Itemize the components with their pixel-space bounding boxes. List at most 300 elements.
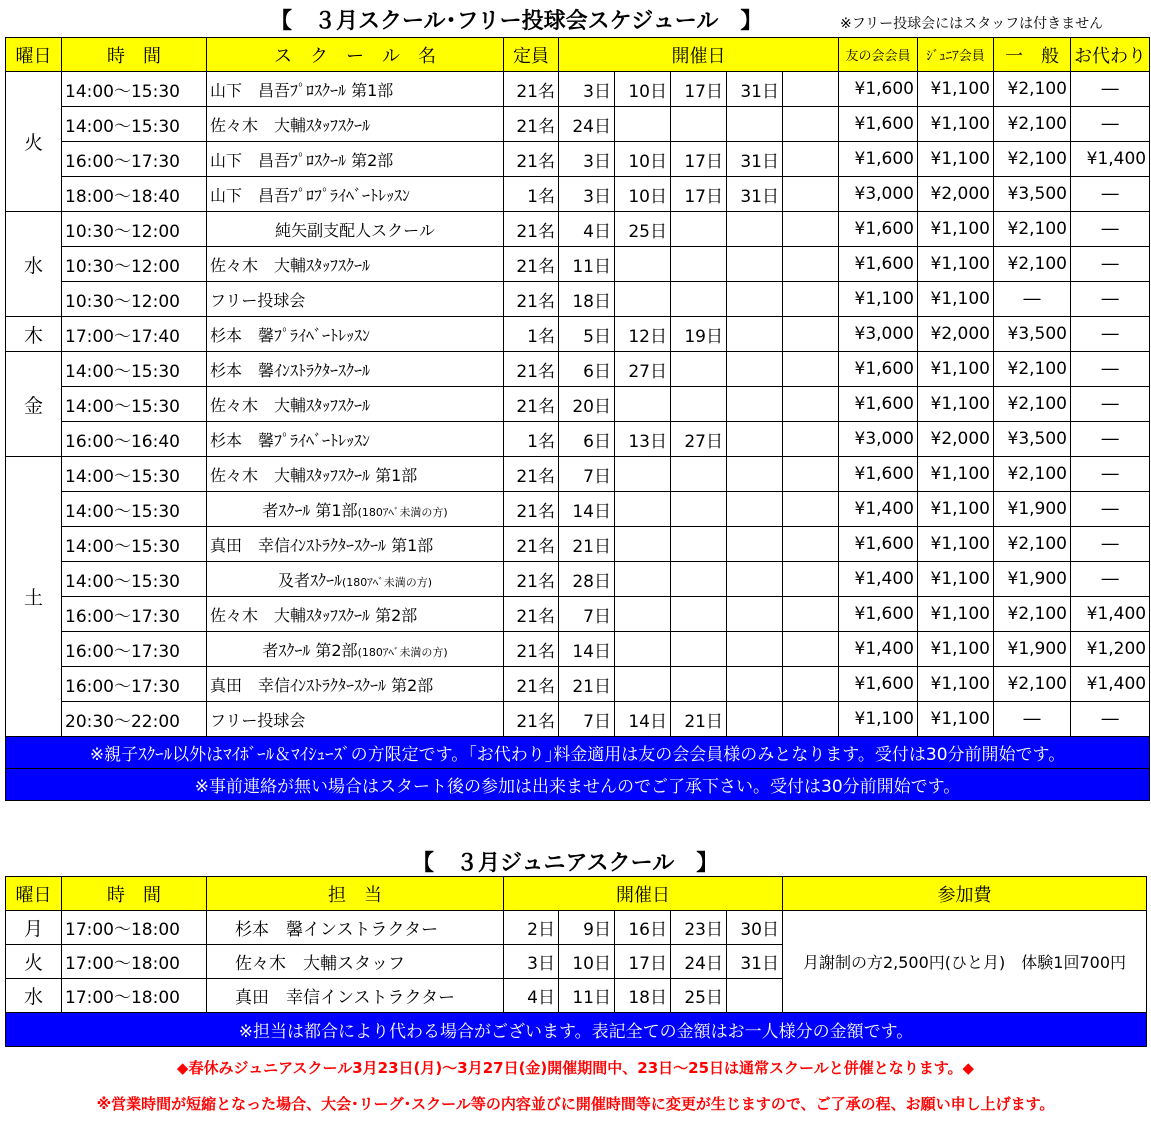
friend-price-cell: ¥1,400 — [839, 632, 918, 667]
time-cell: 16:00～17:30 — [62, 667, 207, 702]
header-junior-price: ｼﾞｭﾆｱ会員 — [918, 38, 994, 72]
schedule-row — [6, 177, 1150, 212]
date-cell — [783, 352, 839, 387]
junior-date-cell: 17日 — [615, 945, 671, 979]
general-price-cell: ¥2,100 — [994, 527, 1071, 562]
refill-price-cell: ¥1,200 — [1071, 632, 1150, 667]
date-cell — [783, 702, 839, 737]
junior-date-cell: 25日 — [671, 979, 727, 1013]
time-cell: 18:00～18:40 — [62, 177, 207, 212]
general-price-cell: ¥1,900 — [994, 562, 1071, 597]
date-cell: 3日 — [559, 177, 615, 212]
school-name: フリー投球会 — [210, 710, 306, 730]
date-cell — [671, 107, 727, 142]
junior-date-cell: 16日 — [615, 911, 671, 945]
schedule-row — [6, 247, 1150, 282]
school-name: 杉本 馨ｲﾝｽﾄﾗｸﾀｰｽｸｰﾙ — [210, 360, 371, 380]
general-price-cell: ¥2,100 — [994, 72, 1071, 107]
capacity-cell: 21名 — [504, 457, 559, 492]
junior-price-cell: ¥1,100 — [918, 562, 994, 597]
junior-notice-row — [6, 1013, 1147, 1047]
date-cell — [671, 282, 727, 317]
friend-price-cell: ¥1,600 — [839, 667, 918, 702]
time-cell: 14:00～15:30 — [62, 72, 207, 107]
friend-price-cell: ¥1,600 — [839, 597, 918, 632]
junior-price-cell: ¥1,100 — [918, 352, 994, 387]
refill-price-cell: ¥1,400 — [1071, 142, 1150, 177]
junior-fee-cell: 月謝制の方2,500円(ひと月) 体験1回700円 — [783, 911, 1147, 1013]
header-dates: 開催日 — [559, 38, 839, 72]
junior-price-cell: ¥1,100 — [918, 142, 994, 177]
date-cell — [671, 527, 727, 562]
date-cell — [615, 247, 671, 282]
junior-day-cell: 月 — [6, 911, 62, 945]
date-cell — [671, 492, 727, 527]
date-cell — [727, 527, 783, 562]
school-name: フリー投球会 — [210, 290, 306, 310]
date-cell — [671, 457, 727, 492]
junior-date-cell: 18日 — [615, 979, 671, 1013]
schedule-row — [6, 317, 1150, 352]
schedule-title-bar — [0, 4, 1151, 36]
friend-price-cell: ¥1,100 — [839, 282, 918, 317]
header-refill-price: お代わり — [1071, 38, 1150, 72]
date-cell — [783, 107, 839, 142]
day-cell: 水 — [6, 212, 62, 317]
schedule-row — [6, 527, 1150, 562]
junior-date-cell: 10日 — [559, 945, 615, 979]
school-name: 山下 昌吾ﾌﾟﾛﾌﾟﾗｲﾍﾞｰﾄﾚｯｽﾝ — [210, 185, 411, 205]
general-price-cell: ― — [994, 282, 1071, 317]
junior-title: 【 ３月ジュニアスクール 】 — [412, 851, 719, 876]
junior-price-cell: ¥1,100 — [918, 212, 994, 247]
time-cell: 14:00～15:30 — [62, 527, 207, 562]
date-cell: 5日 — [559, 317, 615, 352]
school-name: 杉本 馨ﾌﾟﾗｲﾍﾞｰﾄﾚｯｽﾝ — [210, 325, 371, 345]
date-cell — [615, 457, 671, 492]
date-cell — [671, 387, 727, 422]
school-name-cell — [207, 317, 504, 352]
date-cell — [783, 387, 839, 422]
refill-price-cell: ― — [1071, 562, 1150, 597]
time-cell: 14:00～15:30 — [62, 107, 207, 142]
capacity-cell: 21名 — [504, 632, 559, 667]
capacity-cell: 21名 — [504, 492, 559, 527]
school-name-note: (180ｱﾍﾞ未満の方) — [341, 575, 433, 589]
friend-price-cell: ¥1,400 — [839, 562, 918, 597]
school-name-cell — [207, 422, 504, 457]
date-cell: 31日 — [727, 177, 783, 212]
day-cell: 火 — [6, 72, 62, 212]
general-price-cell: ¥2,100 — [994, 247, 1071, 282]
junior-price-cell: ¥1,100 — [918, 492, 994, 527]
junior-header-dates: 開催日 — [504, 877, 783, 911]
general-price-cell: ¥1,900 — [994, 492, 1071, 527]
general-price-cell: ¥2,100 — [994, 597, 1071, 632]
capacity-cell: 21名 — [504, 527, 559, 562]
date-cell — [727, 247, 783, 282]
date-cell — [783, 247, 839, 282]
refill-price-cell: ― — [1071, 457, 1150, 492]
time-cell: 16:00～16:40 — [62, 422, 207, 457]
junior-notice-text: ※担当は都合により代わる場合がございます。表記全ての金額はお一人様分の金額です。 — [6, 1013, 1147, 1047]
junior-row — [6, 911, 1147, 945]
refill-price-cell: ― — [1071, 247, 1150, 282]
capacity-cell: 21名 — [504, 387, 559, 422]
junior-header-time: 時 間 — [62, 877, 207, 911]
junior-price-cell: ¥2,000 — [918, 177, 994, 212]
capacity-cell: 21名 — [504, 352, 559, 387]
capacity-cell: 1名 — [504, 177, 559, 212]
date-cell — [671, 247, 727, 282]
junior-price-cell: ¥1,100 — [918, 72, 994, 107]
refill-price-cell: ― — [1071, 492, 1150, 527]
time-cell: 16:00～17:30 — [62, 597, 207, 632]
schedule-row — [6, 457, 1150, 492]
general-price-cell: ¥2,100 — [994, 387, 1071, 422]
school-name-cell — [207, 562, 504, 597]
refill-price-cell: ¥1,400 — [1071, 667, 1150, 702]
refill-price-cell: ― — [1071, 352, 1150, 387]
school-name: 杉本 馨ﾌﾟﾗｲﾍﾞｰﾄﾚｯｽﾝ — [210, 430, 371, 450]
date-cell — [615, 282, 671, 317]
general-price-cell: ¥2,100 — [994, 457, 1071, 492]
school-name: 佐々木 大輔ｽﾀｯﾌｽｸｰﾙ — [210, 395, 371, 415]
schedule-row — [6, 702, 1150, 737]
friend-price-cell: ¥1,600 — [839, 247, 918, 282]
schedule-row — [6, 282, 1150, 317]
school-name: 及者ｽｸｰﾙ — [277, 570, 342, 590]
general-price-cell: ― — [994, 702, 1071, 737]
schedule-header-row — [6, 38, 1150, 72]
refill-price-cell: ― — [1071, 527, 1150, 562]
school-name-cell — [207, 457, 504, 492]
date-cell: 14日 — [559, 492, 615, 527]
friend-price-cell: ¥1,600 — [839, 457, 918, 492]
date-cell: 20日 — [559, 387, 615, 422]
junior-price-cell: ¥2,000 — [918, 317, 994, 352]
date-cell — [615, 527, 671, 562]
school-name: 真田 幸信ｲﾝｽﾄﾗｸﾀｰｽｸｰﾙ 第1部 — [210, 535, 434, 555]
date-cell — [615, 632, 671, 667]
date-cell — [783, 597, 839, 632]
junior-time-cell: 17:00～18:00 — [62, 945, 207, 979]
school-name: 山下 昌吾ﾌﾟﾛｽｸｰﾙ 第2部 — [210, 150, 394, 170]
time-cell: 16:00～17:30 — [62, 632, 207, 667]
junior-teacher-cell: 真田 幸信インストラクター — [207, 979, 504, 1013]
junior-date-cell: 2日 — [504, 911, 559, 945]
school-name-cell — [207, 492, 504, 527]
date-cell — [671, 667, 727, 702]
junior-date-cell: 30日 — [727, 911, 783, 945]
refill-price-cell: ― — [1071, 282, 1150, 317]
junior-price-cell: ¥1,100 — [918, 247, 994, 282]
junior-teacher-cell: 杉本 馨インストラクター — [207, 911, 504, 945]
school-name: 佐々木 大輔ｽﾀｯﾌｽｸｰﾙ — [210, 115, 371, 135]
school-name-cell — [207, 702, 504, 737]
friend-price-cell: ¥1,400 — [839, 492, 918, 527]
school-name-note: (180ｱﾍﾞ未満の方) — [357, 645, 448, 659]
schedule-row — [6, 212, 1150, 247]
refill-price-cell: ― — [1071, 317, 1150, 352]
day-cell: 木 — [6, 317, 62, 352]
refill-price-cell: ― — [1071, 72, 1150, 107]
date-cell: 31日 — [727, 142, 783, 177]
date-cell: 17日 — [671, 177, 727, 212]
capacity-cell: 1名 — [504, 317, 559, 352]
friend-price-cell: ¥1,600 — [839, 527, 918, 562]
date-cell: 17日 — [671, 72, 727, 107]
schedule-title-note: ※フリー投球会にはスタッフは付きません — [840, 16, 1104, 32]
date-cell: 31日 — [727, 72, 783, 107]
school-name-cell — [207, 352, 504, 387]
date-cell — [727, 667, 783, 702]
date-cell — [727, 702, 783, 737]
capacity-cell: 21名 — [504, 562, 559, 597]
school-name-note: (180ｱﾍﾞ未満の方) — [357, 505, 448, 519]
capacity-cell: 21名 — [504, 72, 559, 107]
friend-price-cell: ¥1,600 — [839, 107, 918, 142]
date-cell: 28日 — [559, 562, 615, 597]
date-cell — [727, 632, 783, 667]
time-cell: 14:00～15:30 — [62, 492, 207, 527]
date-cell: 7日 — [559, 457, 615, 492]
date-cell — [727, 107, 783, 142]
date-cell — [671, 212, 727, 247]
capacity-cell: 21名 — [504, 702, 559, 737]
junior-time-cell: 17:00～18:00 — [62, 911, 207, 945]
junior-day-cell: 水 — [6, 979, 62, 1013]
capacity-cell: 21名 — [504, 212, 559, 247]
capacity-cell: 21名 — [504, 282, 559, 317]
schedule-row — [6, 667, 1150, 702]
school-name-cell — [207, 72, 504, 107]
junior-price-cell: ¥1,100 — [918, 107, 994, 142]
notice-text-2: ※事前連絡が無い場合はスタート後の参加は出来ませんのでご了承下さい。受付は30分前開始です。 — [6, 769, 1150, 801]
capacity-cell: 21名 — [504, 142, 559, 177]
junior-header-row — [6, 877, 1147, 911]
date-cell — [783, 492, 839, 527]
date-cell — [671, 352, 727, 387]
date-cell: 10日 — [615, 72, 671, 107]
time-cell: 16:00～17:30 — [62, 142, 207, 177]
junior-teacher-cell: 佐々木 大輔スタッフ — [207, 945, 504, 979]
schedule-title: 【 ３月スクール･フリー投球会スケジュール 】 — [270, 9, 763, 34]
date-cell — [783, 317, 839, 352]
junior-price-cell: ¥2,000 — [918, 422, 994, 457]
date-cell — [615, 562, 671, 597]
day-cell: 金 — [6, 352, 62, 457]
date-cell: 18日 — [559, 282, 615, 317]
date-cell — [671, 562, 727, 597]
date-cell — [727, 212, 783, 247]
school-name: 佐々木 大輔ｽﾀｯﾌｽｸｰﾙ 第2部 — [210, 605, 418, 625]
date-cell — [671, 632, 727, 667]
date-cell: 27日 — [615, 352, 671, 387]
junior-price-cell: ¥1,100 — [918, 702, 994, 737]
date-cell — [783, 457, 839, 492]
junior-schedule-table — [5, 876, 1147, 1047]
school-name-cell — [207, 212, 504, 247]
notice-text-1: ※親子ｽｸｰﾙ以外はﾏｲﾎﾞｰﾙ＆ﾏｲｼｭｰｽﾞの方限定です。｢お代わり｣料金適用は友の会会員様のみとなります。受付は30分前開始です。 — [6, 737, 1150, 769]
header-capacity: 定員 — [504, 38, 559, 72]
date-cell: 21日 — [559, 667, 615, 702]
date-cell — [727, 282, 783, 317]
date-cell: 6日 — [559, 422, 615, 457]
school-schedule-table — [5, 37, 1150, 801]
schedule-row — [6, 632, 1150, 667]
school-name-cell — [207, 387, 504, 422]
time-cell: 14:00～15:30 — [62, 387, 207, 422]
refill-price-cell: ― — [1071, 387, 1150, 422]
time-cell: 10:30～12:00 — [62, 212, 207, 247]
friend-price-cell: ¥3,000 — [839, 422, 918, 457]
header-general-price: 一 般 — [994, 38, 1071, 72]
refill-price-cell: ― — [1071, 107, 1150, 142]
date-cell: 19日 — [671, 317, 727, 352]
date-cell: 10日 — [615, 177, 671, 212]
date-cell: 24日 — [559, 107, 615, 142]
date-cell: 13日 — [615, 422, 671, 457]
date-cell — [727, 562, 783, 597]
date-cell — [615, 492, 671, 527]
time-cell: 10:30～12:00 — [62, 282, 207, 317]
junior-day-cell: 火 — [6, 945, 62, 979]
schedule-row — [6, 352, 1150, 387]
school-name-cell — [207, 107, 504, 142]
time-cell: 14:00～15:30 — [62, 352, 207, 387]
date-cell — [727, 457, 783, 492]
junior-date-cell: 11日 — [559, 979, 615, 1013]
capacity-cell: 21名 — [504, 667, 559, 702]
schedule-row — [6, 562, 1150, 597]
school-name: 純矢副支配人スクール — [275, 220, 435, 240]
school-name-cell — [207, 527, 504, 562]
capacity-cell: 1名 — [504, 422, 559, 457]
refill-price-cell: ¥1,400 — [1071, 597, 1150, 632]
date-cell — [615, 667, 671, 702]
notice-row-2 — [6, 769, 1150, 801]
capacity-cell: 21名 — [504, 247, 559, 282]
date-cell — [783, 632, 839, 667]
junior-header-day: 曜日 — [6, 877, 62, 911]
date-cell: 7日 — [559, 597, 615, 632]
footer-note-2: ※営業時間が短縮となった場合、大会･リーグ･スクール等の内容並びに開催時間等に変更が生じますので、ご了承の程、お願い申し上げます。 — [96, 1095, 1055, 1113]
school-name: 者ｽｸｰﾙ 第2部 — [262, 640, 358, 660]
junior-date-cell: 3日 — [504, 945, 559, 979]
header-day: 曜日 — [6, 38, 62, 72]
date-cell: 25日 — [615, 212, 671, 247]
school-name: 佐々木 大輔ｽﾀｯﾌｽｸｰﾙ — [210, 255, 371, 275]
school-name: 真田 幸信ｲﾝｽﾄﾗｸﾀｰｽｸｰﾙ 第2部 — [210, 675, 434, 695]
general-price-cell: ¥1,900 — [994, 632, 1071, 667]
date-cell — [783, 527, 839, 562]
date-cell: 7日 — [559, 702, 615, 737]
date-cell — [783, 667, 839, 702]
junior-price-cell: ¥1,100 — [918, 387, 994, 422]
general-price-cell: ¥2,100 — [994, 107, 1071, 142]
junior-date-cell — [727, 979, 783, 1013]
date-cell — [783, 212, 839, 247]
date-cell — [615, 387, 671, 422]
general-price-cell: ¥3,500 — [994, 317, 1071, 352]
date-cell: 12日 — [615, 317, 671, 352]
date-cell — [671, 597, 727, 632]
school-name-cell — [207, 632, 504, 667]
date-cell: 27日 — [671, 422, 727, 457]
friend-price-cell: ¥1,600 — [839, 212, 918, 247]
junior-price-cell: ¥1,100 — [918, 527, 994, 562]
junior-date-cell: 31日 — [727, 945, 783, 979]
date-cell: 10日 — [615, 142, 671, 177]
school-name-cell — [207, 247, 504, 282]
date-cell — [783, 72, 839, 107]
date-cell: 21日 — [671, 702, 727, 737]
junior-time-cell: 17:00～18:00 — [62, 979, 207, 1013]
junior-header-teacher: 担 当 — [207, 877, 504, 911]
friend-price-cell: ¥1,100 — [839, 702, 918, 737]
friend-price-cell: ¥1,600 — [839, 72, 918, 107]
date-cell — [783, 422, 839, 457]
junior-price-cell: ¥1,100 — [918, 667, 994, 702]
time-cell: 14:00～15:30 — [62, 562, 207, 597]
time-cell: 17:00～17:40 — [62, 317, 207, 352]
friend-price-cell: ¥1,600 — [839, 352, 918, 387]
header-friend-price: 友の会会員 — [839, 38, 918, 72]
school-name-cell — [207, 177, 504, 212]
date-cell — [727, 597, 783, 632]
day-cell: 土 — [6, 457, 62, 737]
school-name-cell — [207, 142, 504, 177]
date-cell — [783, 142, 839, 177]
date-cell — [783, 562, 839, 597]
date-cell: 14日 — [559, 632, 615, 667]
friend-price-cell: ¥1,600 — [839, 142, 918, 177]
capacity-cell: 21名 — [504, 597, 559, 632]
school-name-cell — [207, 597, 504, 632]
schedule-row — [6, 107, 1150, 142]
junior-date-cell: 23日 — [671, 911, 727, 945]
general-price-cell: ¥2,100 — [994, 212, 1071, 247]
date-cell: 21日 — [559, 527, 615, 562]
junior-price-cell: ¥1,100 — [918, 457, 994, 492]
general-price-cell: ¥2,100 — [994, 352, 1071, 387]
junior-price-cell: ¥1,100 — [918, 632, 994, 667]
capacity-cell: 21名 — [504, 107, 559, 142]
general-price-cell: ¥2,100 — [994, 142, 1071, 177]
header-time: 時 間 — [62, 38, 207, 72]
general-price-cell: ¥3,500 — [994, 422, 1071, 457]
notice-row-1 — [6, 737, 1150, 769]
date-cell: 14日 — [615, 702, 671, 737]
junior-date-cell: 9日 — [559, 911, 615, 945]
header-school: ス ク ー ル 名 — [207, 38, 504, 72]
junior-price-cell: ¥1,100 — [918, 282, 994, 317]
school-name: 者ｽｸｰﾙ 第1部 — [262, 500, 358, 520]
date-cell: 6日 — [559, 352, 615, 387]
schedule-row — [6, 72, 1150, 107]
date-cell: 17日 — [671, 142, 727, 177]
friend-price-cell: ¥3,000 — [839, 317, 918, 352]
date-cell — [615, 107, 671, 142]
date-cell — [615, 597, 671, 632]
date-cell — [727, 352, 783, 387]
refill-price-cell: ― — [1071, 422, 1150, 457]
refill-price-cell: ― — [1071, 177, 1150, 212]
friend-price-cell: ¥1,600 — [839, 387, 918, 422]
friend-price-cell: ¥3,000 — [839, 177, 918, 212]
junior-date-cell: 24日 — [671, 945, 727, 979]
